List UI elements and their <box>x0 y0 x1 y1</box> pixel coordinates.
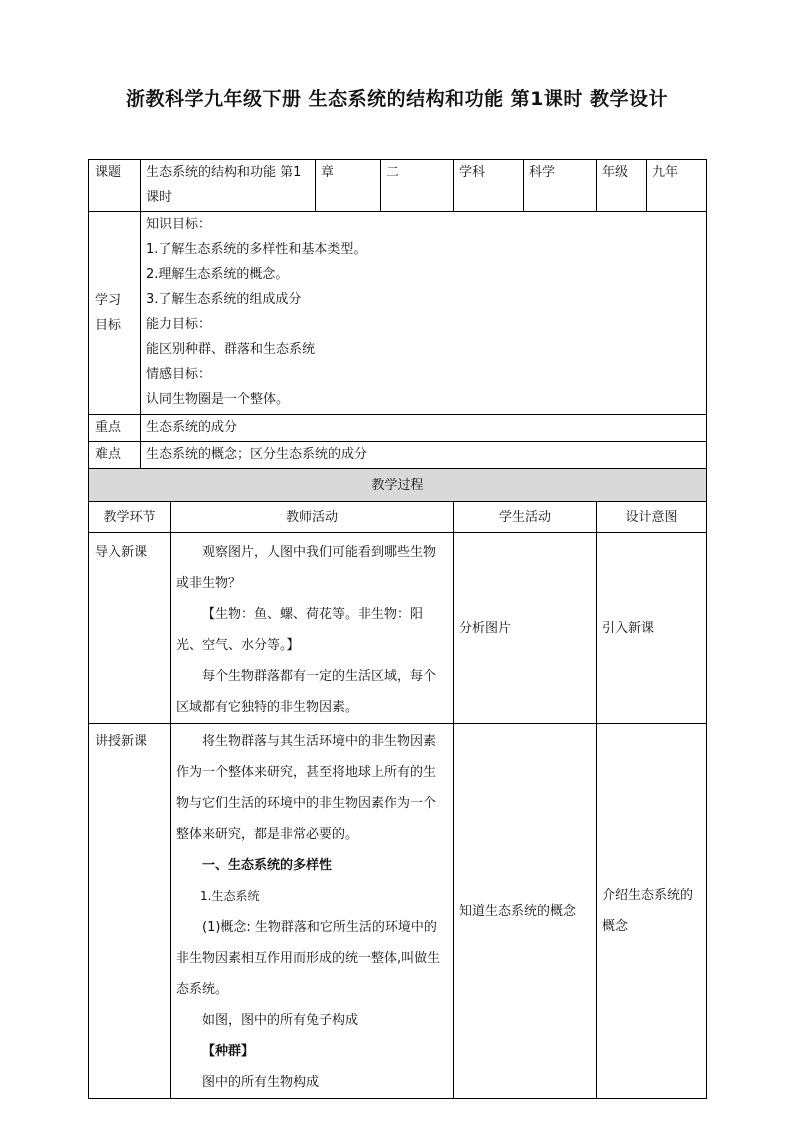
grade-value: 九年 <box>647 160 707 212</box>
process-header-row <box>89 469 707 502</box>
difficulty-row <box>89 442 707 469</box>
intent-cell: 引入新课 <box>597 533 707 724</box>
objective-line: 1.了解生态系统的多样性和基本类型。 <box>146 242 367 257</box>
chapter-label: 章 <box>316 160 381 212</box>
teacher-paragraph: 【种群】 <box>202 1044 255 1059</box>
teacher-cell <box>171 533 454 724</box>
subject-value: 科学 <box>524 160 597 212</box>
grade-label: 年级 <box>597 160 647 212</box>
teacher-paragraph: 观察图片，人图中我们可能看到哪些生物或非生物？ <box>176 545 437 591</box>
column-header-row <box>89 502 707 533</box>
key-point-label: 重点 <box>89 415 141 442</box>
objectives-content <box>141 212 707 415</box>
stage-cell: 导入新课 <box>89 533 171 724</box>
process-header: 教学过程 <box>89 469 707 502</box>
student-cell: 知道生态系统的概念 <box>454 724 597 1099</box>
objective-line: 能区别种群、群落和生态系统 <box>146 342 316 357</box>
column-header-teacher: 教师活动 <box>171 502 454 533</box>
header-row <box>89 160 707 212</box>
key-point-row <box>89 415 707 442</box>
page-title: 浙教科学九年级下册 生态系统的结构和功能 第1课时 教学设计 <box>125 88 669 110</box>
topic-value: 生态系统的结构和功能 第1课时 <box>141 160 316 212</box>
column-header-stage: 教学环节 <box>89 502 171 533</box>
table-row <box>89 724 707 1099</box>
objectives-label: 学习 目标 <box>89 212 141 415</box>
column-header-intent: 设计意图 <box>597 502 707 533</box>
teacher-paragraph: 【生物：鱼、螺、荷花等。非生物：阳光、空气、水分等。】 <box>176 607 424 653</box>
column-header-student: 学生活动 <box>454 502 597 533</box>
objectives-row <box>89 212 707 415</box>
difficulty-value: 生态系统的概念；区分生态系统的成分 <box>141 442 707 469</box>
objective-line: 知识目标： <box>146 217 212 232</box>
lesson-plan-table <box>88 159 707 1099</box>
topic-label: 课题 <box>89 160 141 212</box>
teacher-paragraph: 如图，图中的所有兔子构成 <box>202 1013 359 1028</box>
teacher-paragraph: 1.生态系统 <box>200 889 260 903</box>
student-cell: 分析图片 <box>454 533 597 724</box>
objective-line: 3.了解生态系统的组成成分 <box>146 292 302 307</box>
teacher-cell <box>171 724 454 1099</box>
key-point-value: 生态系统的成分 <box>141 415 707 442</box>
objective-line: 2.理解生态系统的概念。 <box>146 267 289 282</box>
teacher-paragraph: 每个生物群落都有一定的生活区域，每个区域都有它独特的非生物因素。 <box>176 669 437 715</box>
teacher-paragraph: 图中的所有生物构成 <box>202 1075 320 1090</box>
teacher-paragraph: 将生物群落与其生活环境中的非生物因素作为一个整体来研究，甚至将地球上所有的生物与它们生活的环境中的非生物因素作为一个整体来研究，都是非常必要的。 <box>176 734 437 842</box>
difficulty-label: 难点 <box>89 442 141 469</box>
chapter-value: 二 <box>381 160 454 212</box>
section-heading: 一、生态系统的多样性 <box>202 858 333 873</box>
teacher-paragraph: (1)概念: 生物群落和它所生活的环境中的非生物因素相互作用而形成的统一整体,叫做生态系统。 <box>176 920 441 997</box>
intent-cell: 介绍生态系统的概念 <box>597 724 707 1099</box>
subject-label: 学科 <box>454 160 524 212</box>
objective-line: 能力目标： <box>146 317 212 332</box>
stage-cell: 讲授新课 <box>89 724 171 1099</box>
objective-line: 认同生物圈是一个整体。 <box>146 392 290 407</box>
objective-line: 情感目标： <box>146 367 212 382</box>
table-row <box>89 533 707 724</box>
